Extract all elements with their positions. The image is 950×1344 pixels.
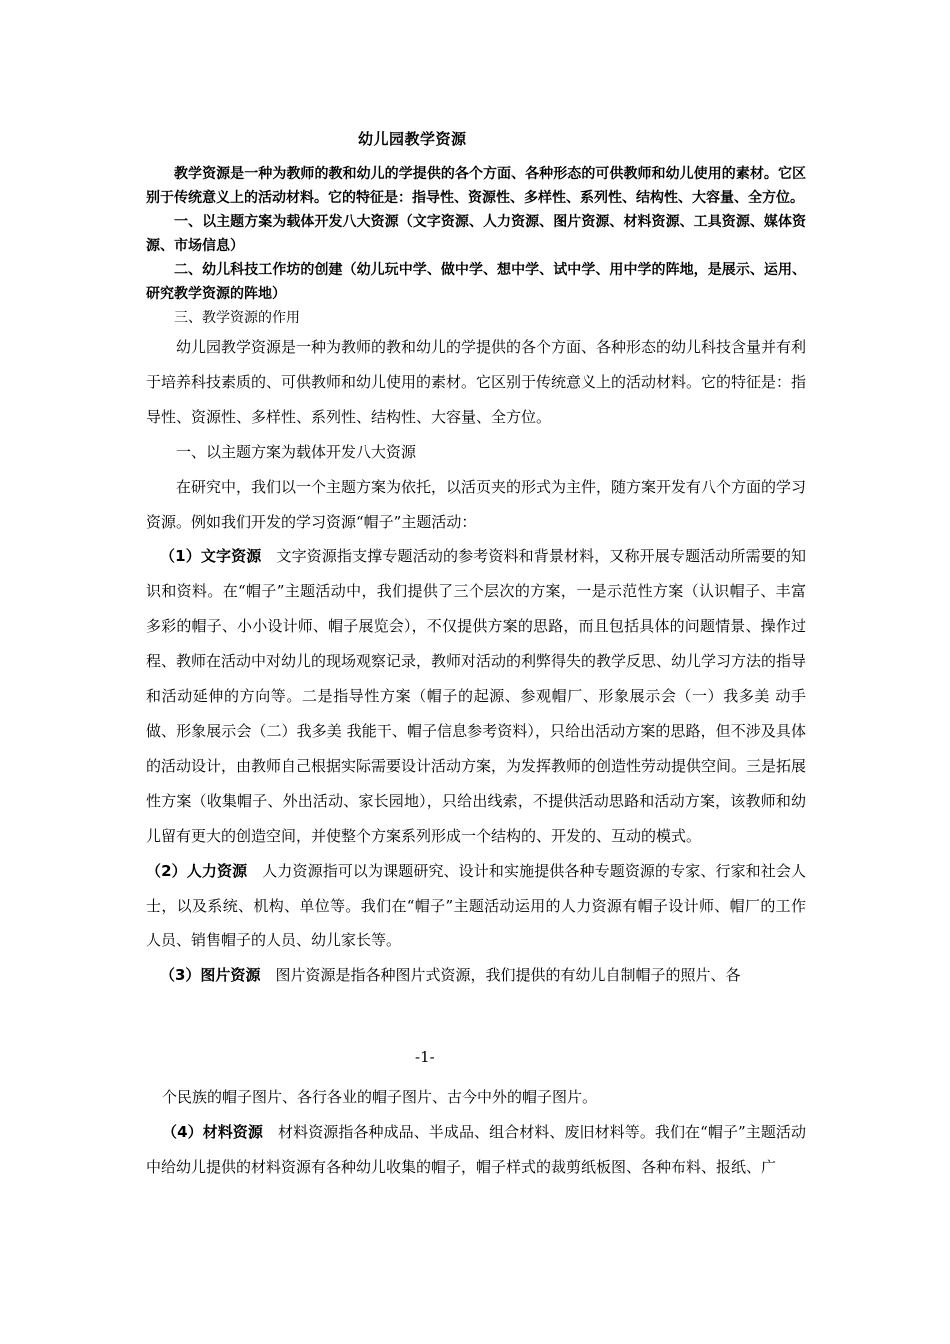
- body-paragraph-human-resources: [146, 854, 806, 959]
- summary-section: [146, 162, 806, 330]
- summary-paragraph-definition: 教学资源是一种为教师的教和幼儿的学提供的各个方面、各种形态的可供教师和幼儿使用的素材。它区别于传统意义上的活动材料。它的特征是：指导性、资源性、多样性、系列性、结构性、大容量、全方位。: [146, 166, 806, 206]
- document-title: 幼儿园教学资源: [358, 130, 467, 148]
- body-paragraph-text-resources: [146, 539, 806, 853]
- subheading-text-resources: （1）文字资源: [160, 547, 262, 566]
- subheading-human-resources: （2）人力资源: [146, 861, 248, 880]
- continued-body: [146, 1080, 806, 1185]
- summary-paragraph-point-2: 二、幼儿科技工作坊的创建（幼儿玩中学、做中学、想中学、试中学、用中学的阵地，是展示、运用、研究教学资源的阵地）: [146, 262, 806, 302]
- body-paragraph-material-resources: [146, 1115, 806, 1185]
- body-paragraph-image-resources: [146, 958, 806, 993]
- continued-paragraph: 个民族的帽子图片、各行各业的帽子图片、古今中外的帽子图片。: [162, 1088, 598, 1106]
- material-resources-content: 材料资源指各种成品、半成品、组合材料、废旧材料等。我们在“帽子”主题活动中给幼儿提供的材料资源有各种幼儿收集的帽子，帽子样式的裁剪纸板图、各种布料、报纸、广: [146, 1122, 806, 1176]
- image-resources-content: 图片资源是指各种图片式资源，我们提供的有幼儿自制帽子的照片、各: [260, 966, 741, 985]
- summary-paragraph-point-3: 三、教学资源的作用: [174, 310, 300, 326]
- body-paragraph-intro: 在研究中，我们以一个主题方案为依托，以活页夹的形式为主件，随方案开发有八个方面的学习资源。例如我们开发的学习资源“帽子”主题活动：: [146, 477, 807, 531]
- subheading-image-resources: （3）图片资源: [160, 966, 261, 985]
- summary-paragraph-point-1: 一、以主题方案为载体开发八大资源（文字资源、人力资源、图片资源、材料资源、工具资源、媒体资源、市场信息）: [146, 214, 806, 254]
- body-heading-section-1: 一、以主题方案为载体开发八大资源: [176, 442, 417, 461]
- subheading-material-resources: （4）材料资源: [162, 1122, 263, 1141]
- body-paragraph-definition: 幼儿园教学资源是一种为教师的教和幼儿的学提供的各个方面、各种形态的幼儿科技含量并有利于培养科技素质的、可供教师和幼儿使用的素材。它区别于传统意义上的活动材料。它的特征是：指导性、资源性、多样性、系列性、结构性、大容量、全方位。: [146, 338, 807, 426]
- human-resources-content: 人力资源指可以为课题研究、设计和实施提供各种专题资源的专家、行家和社会人士，以及系统、机构、单位等。我们在“帽子”主题活动运用的人力资源有帽子设计师、帽厂的工作人员、销售帽子的人员、幼儿家长等。: [146, 861, 806, 950]
- page-number: -1-: [415, 1048, 435, 1066]
- text-resources-content: 文字资源指支撑专题活动的参考资料和背景材料，又称开展专题活动所需要的知识和资料。在“帽子”主题活动中，我们提供了三个层次的方案，一是示范性方案（认识帽子、丰富多彩的帽子、小小设计师、帽子展览会），不仅提供方案的思路，而且包括具体的问题情景、操作过程、教师在活动中对幼儿的现场观察记录，教师对活动的利弊得失的教学反思、幼儿学习方法的指导和活动延伸的方向等。二是指导性方案（帽子的起源、参观帽厂、形象展示会（一）我多美 动手做、形象展示会（二）我多美 我能干、帽子信息参考资料），只给出活动方案的思路，但不涉及具体的活动设计，由教师自己根据实际需要设计活动方案，为发挥教师的创造性劳动提供空间。三是拓展性方案（收集帽子、外出活动、家长园地），只给出线索，不提供活动思路和活动方案，该教师和幼儿留有更大的创造空间，并使整个方案系列形成一个结构的、开发的、互动的模式。: [146, 547, 807, 845]
- main-body: [146, 330, 806, 993]
